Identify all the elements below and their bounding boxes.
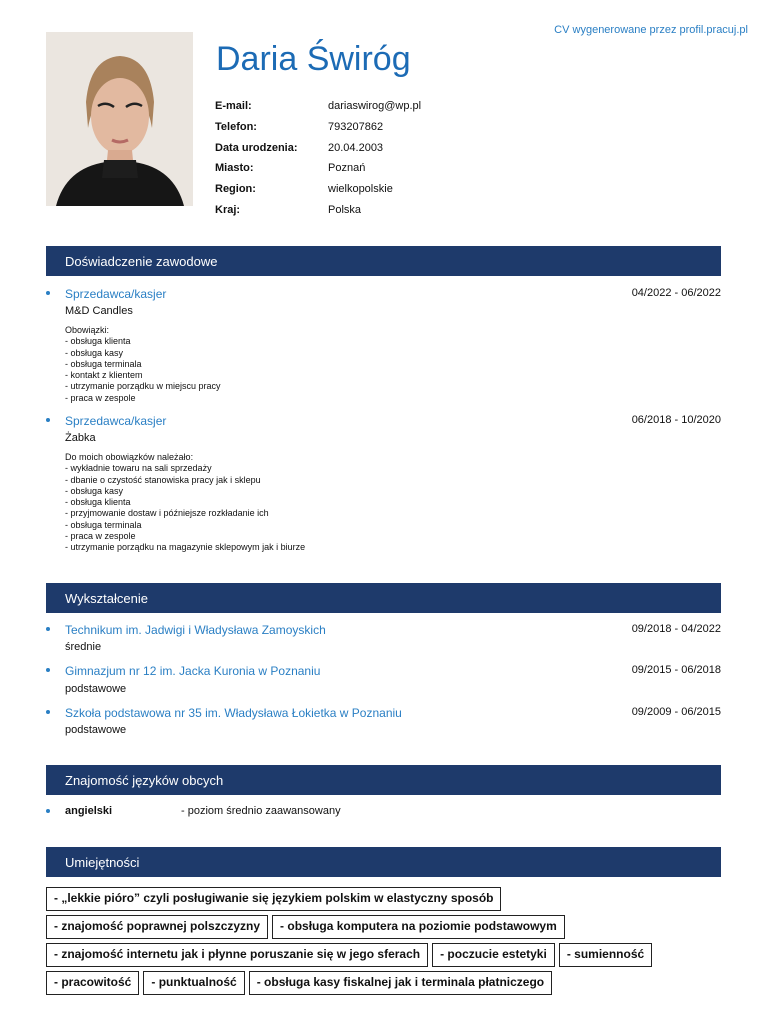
school-name: Gimnazjum nr 12 im. Jacka Kuronia w Poznaniu xyxy=(65,664,321,678)
generated-by-note: CV wygenerowane przez profil.pracuj.pl xyxy=(554,24,748,36)
education-level: podstawowe xyxy=(65,724,127,736)
language-level: - poziom średnio zaawansowany xyxy=(181,805,341,817)
profile-photo xyxy=(46,32,193,206)
language-name: angielski xyxy=(65,805,113,817)
city-label: Miasto: xyxy=(215,162,254,175)
job-dates: 04/2022 - 06/2022 xyxy=(631,287,721,299)
bullet-icon xyxy=(46,291,50,295)
experience-entry xyxy=(46,287,721,405)
skill-tag: - znajomość internetu jak i płynne poruszanie się w jego sferach xyxy=(46,943,428,967)
job-dates: 06/2018 - 10/2020 xyxy=(631,414,721,426)
school-dates: 09/2015 - 06/2018 xyxy=(631,664,721,676)
skill-tag: - punktualność xyxy=(143,971,244,995)
education-entry xyxy=(46,706,721,738)
skill-tag: - poczucie estetyki xyxy=(432,943,555,967)
region-value: wielkopolskie xyxy=(328,183,393,196)
school-dates: 09/2018 - 04/2022 xyxy=(631,623,721,635)
country-value: Polska xyxy=(328,203,362,216)
phone-label: Telefon: xyxy=(215,121,257,134)
experience-entry xyxy=(46,414,721,560)
country-label: Kraj: xyxy=(215,203,241,216)
job-description: Do moich obowiązków należało: - wykładnie towaru na sali sprzedaży - dbanie o czystość stanowiska pracy jak i sklepu - obsługa kasy - obsługa klienta - przyjmowanie dostaw i późniejsze rozkładanie ich - obsługa terminala - praca w zespole - utrzymanie porządku na magazynie sklepowym jak i biurze xyxy=(65,452,306,553)
skill-tag: - obsługa komputera na poziomie podstawowym xyxy=(272,915,565,939)
birthdate-value: 20.04.2003 xyxy=(328,141,384,154)
bullet-icon xyxy=(46,809,50,813)
school-dates: 09/2009 - 06/2015 xyxy=(631,706,721,718)
section-header-education: Wykształcenie xyxy=(46,583,721,613)
job-title: Sprzedawca/kasjer xyxy=(65,287,167,301)
section-header-skills: Umiejętności xyxy=(46,847,721,877)
bullet-icon xyxy=(46,668,50,672)
section-header-languages: Znajomość języków obcych xyxy=(46,765,721,795)
job-description: Obowiązki: - obsługa klienta - obsługa kasy - obsługa terminala - kontakt z klientem - utrzymanie porządku w miejscu pracy - praca w zespole xyxy=(65,325,221,403)
bullet-icon xyxy=(46,418,50,422)
bullet-icon xyxy=(46,627,50,631)
email-value: dariaswirog@wp.pl xyxy=(328,100,422,113)
skill-tag: - pracowitość xyxy=(46,971,139,995)
bullet-icon xyxy=(46,710,50,714)
skills-list xyxy=(46,887,721,999)
skill-tag: - sumienność xyxy=(559,943,652,967)
education-entry xyxy=(46,664,721,696)
skill-tag: - obsługa kasy fiskalnej jak i terminala płatniczego xyxy=(249,971,552,995)
region-label: Region: xyxy=(215,183,256,196)
section-header-experience: Doświadczenie zawodowe xyxy=(46,246,721,276)
email-label: E-mail: xyxy=(215,100,252,113)
company-name: M&D Candles xyxy=(65,305,133,317)
school-name: Szkoła podstawowa nr 35 im. Władysława Łokietka w Poznaniu xyxy=(65,706,402,720)
candidate-name: Daria Świróg xyxy=(216,40,411,78)
education-level: podstawowe xyxy=(65,683,127,695)
phone-value: 793207862 xyxy=(328,121,384,134)
skill-tag: - „lekkie pióro” czyli posługiwanie się językiem polskim w elastyczny sposób xyxy=(46,887,501,911)
education-level: średnie xyxy=(65,641,102,653)
city-value: Poznań xyxy=(328,162,366,175)
contact-info xyxy=(215,96,421,220)
job-title: Sprzedawca/kasjer xyxy=(65,414,167,428)
company-name: Żabka xyxy=(65,432,96,444)
birthdate-label: Data urodzenia: xyxy=(215,141,298,154)
school-name: Technikum im. Jadwigi i Władysława Zamoyskich xyxy=(65,623,326,637)
education-entry xyxy=(46,623,721,655)
skill-tag: - znajomość poprawnej polszczyzny xyxy=(46,915,268,939)
